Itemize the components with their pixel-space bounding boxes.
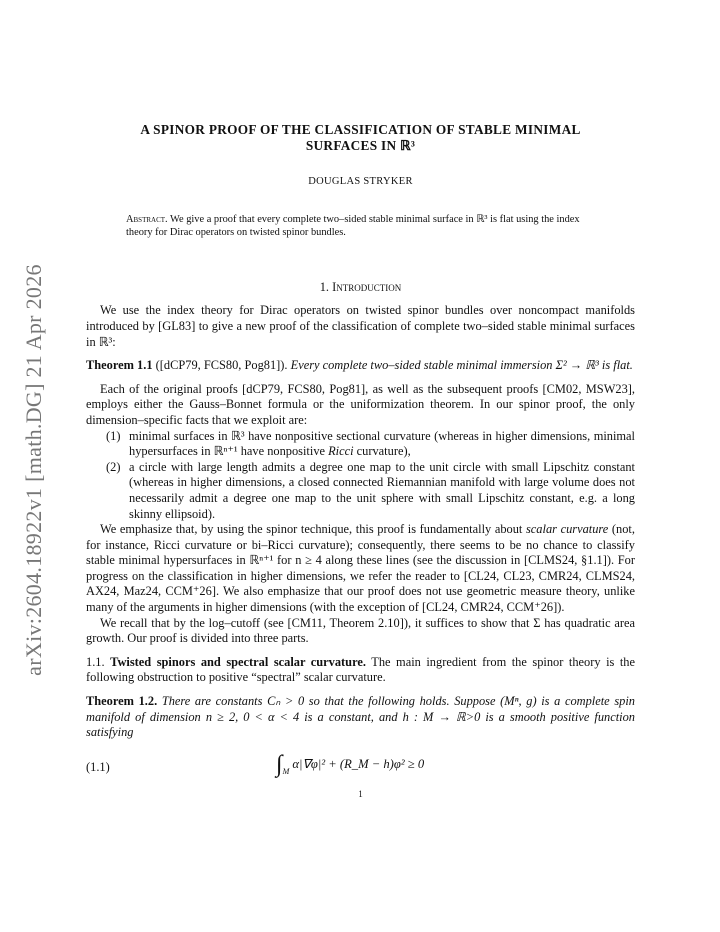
abstract-text: We give a proof that every complete two–sided stable minimal surface in ℝ³ is flat using the index theory for Dirac operators on twisted spinor bundles. [126,213,580,239]
list-item [86,429,635,460]
list-item [86,460,635,522]
theorem-1-1 [86,358,635,374]
intro-paragraph-1: We use the index theory for Dirac operators on twisted spinor bundles over noncompact manifolds introduced by [GL83] to give a new proof of the classification of complete two–sided stable minimal surfaces in ℝ³: [86,303,635,349]
intro-paragraph-3 [86,522,635,616]
theorem-1-2-statement: There are constants Cₙ > 0 so that the following holds. Suppose (Mⁿ, g) is a complete spin manifold of dimension n ≥ 2, 0 < α < 4 is a constant, and h : M → ℝ>0 is a smooth positive function satisfying [86,694,635,740]
title-line-1: A SPINOR PROOF OF THE CLASSIFICATION OF STABLE MINIMAL [140,122,581,137]
equation-body [276,750,425,780]
paper-page [86,118,635,802]
integral-domain: M [282,766,290,776]
section-number: 1. [319,279,330,294]
subsection-number: 1.1. [86,654,105,669]
theorem-1-1-citation: ([dCP79, FCS80, Pog81]). [155,358,288,373]
list-item-number: (1) [106,428,121,443]
subsection-1-1 [86,655,635,686]
abstract [126,213,595,240]
intro-paragraph-2: Each of the original proofs [dCP79, FCS80, Pog81], as well as the subsequent proofs [CM02, MSW23], employs either the Gauss–Bonnet formula or the uniformization theorem. In our spinor proof, the only dimension–specific facts that we exploit are: [86,381,635,427]
section-heading-introduction [86,280,635,296]
paragraph-3-text-a: We emphasize that, by using the spinor technique, this proof is fundamentally about [100,522,526,537]
dimension-facts-list [86,429,635,523]
author-name: DOUGLAS STRYKER [308,176,413,187]
theorem-1-1-label: Theorem 1.1 [86,358,153,373]
arxiv-sidebar-stamp [16,250,52,690]
integral-sign: ∫ [276,750,283,777]
list-item-text-end: curvature), [353,444,411,459]
subsection-title: Twisted spinors and spectral scalar curvature. [110,654,366,669]
title-line-2: SURFACES IN ℝ³ [305,138,416,153]
equation-1-1 [86,751,635,785]
arxiv-identifier: arXiv:2604.18922v1 [math.DG] 21 Apr 2026 [21,264,46,676]
paper-title [86,122,635,154]
list-item-emphasis: Ricci [328,444,354,459]
list-item-text: a circle with large length admits a degree one map to the unit circle with small Lipschitz constant (whereas in higher dimensions, a closed connected Riemannian manifold with large volume does not necessarily admit a degree one map to the unit sphere with small Lipschitz constant, e.g. a long skinny ellipsoid). [129,459,635,521]
theorem-1-2-label: Theorem 1.2. [86,694,158,709]
list-item-number: (2) [106,459,121,474]
list-item-text: minimal surfaces in ℝ³ have nonpositive sectional curvature (whereas in higher dimensions, minimal hypersurfaces in ℝⁿ⁺¹ have nonpositive [129,428,635,459]
subsection-text: The main ingredient from the spinor theory is the following obstruction to positive “spectral” scalar curvature. [86,654,636,685]
section-title: Introduction [332,279,402,294]
abstract-label: Abstract. [126,213,168,225]
intro-paragraph-4: We recall that by the log–cutoff (see [CM11, Theorem 2.10]), it suffices to show that Σ has quadratic area growth. Our proof is divided into three parts. [86,615,635,646]
equation-expression: α|∇φ|² + (R_M − h)φ² ≥ 0 [292,756,425,771]
paragraph-3-text-b: (not, for instance, Ricci curvature or bi–Ricci curvature); consequently, there seems to be no chance to classify stable minimal hypersurfaces in ℝⁿ⁺¹ for n ≥ 4 along these lines (see the discussion in [CLMS24, §1.1]). For progress on the classification in higher dimensions, we refer the reader to [CL24, CL23, CMR24, CLMS24, AX24, Maz24, CCM⁺26]. We also emphasize that our proof does not use geometric measure theory, unlike many of the arguments in higher dimensions (with the exception of [CL24, CMR24, CCM⁺26]). [86,522,635,615]
page-number: 1 [358,788,363,799]
equation-number: (1.1) [86,760,110,775]
theorem-1-2 [86,694,635,741]
paragraph-3-emphasis: scalar curvature [525,522,609,537]
theorem-1-1-statement: Every complete two–sided stable minimal immersion Σ² → ℝ³ is flat. [290,358,633,373]
